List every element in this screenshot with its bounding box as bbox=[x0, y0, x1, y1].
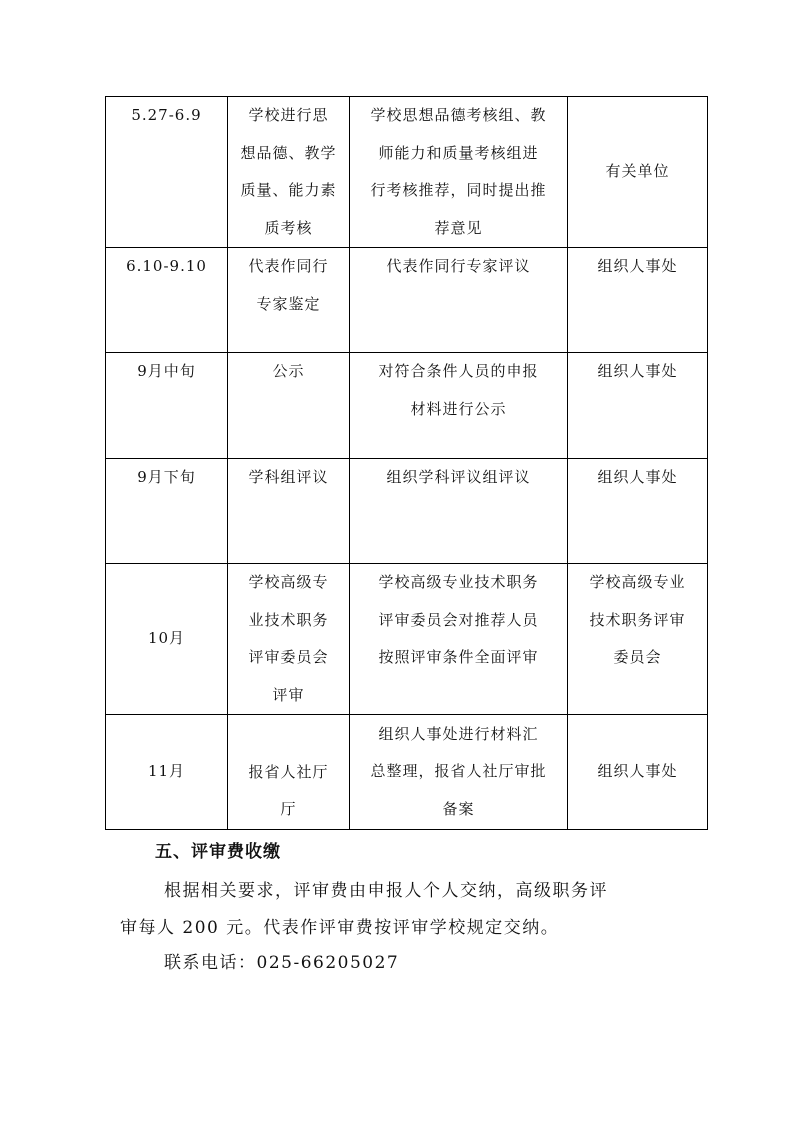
table-row bbox=[106, 248, 708, 353]
content-cell: 代表作同行专家评议 bbox=[350, 248, 568, 353]
time-cell: 10月 bbox=[106, 564, 228, 715]
time-cell: 9月下旬 bbox=[106, 459, 228, 564]
table-row bbox=[106, 564, 708, 715]
unit-cell: 学校高级专业 技术职务评审 委员会 bbox=[568, 564, 708, 715]
review-schedule-table bbox=[105, 96, 708, 830]
content-cell: 对符合条件人员的申报 材料进行公示 bbox=[350, 353, 568, 459]
content-cell: 学校思想品德考核组、教 师能力和质量考核组进 行考核推荐，同时提出推 荐意见 bbox=[350, 97, 568, 248]
table-row bbox=[106, 353, 708, 459]
stage-cell: 报省人社厅 厅 bbox=[228, 715, 350, 830]
unit-cell: 组织人事处 bbox=[568, 715, 708, 830]
unit-cell: 有关单位 bbox=[568, 97, 708, 248]
content-cell: 组织人事处进行材料汇 总整理，报省人社厅审批 备案 bbox=[350, 715, 568, 830]
paragraph-line: 审每人 200 元。代表作评审费按评审学校规定交纳。 bbox=[120, 918, 560, 938]
stage-cell: 学科组评议 bbox=[228, 459, 350, 564]
stage-cell: 公示 bbox=[228, 353, 350, 459]
content-cell: 学校高级专业技术职务 评审委员会对推荐人员 按照评审条件全面评审 bbox=[350, 564, 568, 715]
time-cell: 11月 bbox=[106, 715, 228, 830]
section-heading: 五、评审费收缴 bbox=[155, 842, 281, 862]
stage-cell: 学校高级专 业技术职务 评审委员会 评审 bbox=[228, 564, 350, 715]
stage-cell: 代表作同行 专家鉴定 bbox=[228, 248, 350, 353]
unit-cell: 组织人事处 bbox=[568, 459, 708, 564]
unit-cell: 组织人事处 bbox=[568, 248, 708, 353]
table-row bbox=[106, 97, 708, 248]
unit-cell: 组织人事处 bbox=[568, 353, 708, 459]
paragraph-line: 根据相关要求，评审费由申报人个人交纳，高级职务评 bbox=[164, 881, 608, 901]
time-cell: 5.27-6.9 bbox=[106, 97, 228, 248]
table-row bbox=[106, 715, 708, 830]
contact-phone: 联系电话：025-66205027 bbox=[164, 953, 400, 973]
time-cell: 9月中旬 bbox=[106, 353, 228, 459]
time-cell: 6.10-9.10 bbox=[106, 248, 228, 353]
stage-cell: 学校进行思 想品德、教学 质量、能力素 质考核 bbox=[228, 97, 350, 248]
content-cell: 组织学科评议组评议 bbox=[350, 459, 568, 564]
table-row bbox=[106, 459, 708, 564]
fee-paragraph bbox=[120, 873, 680, 947]
